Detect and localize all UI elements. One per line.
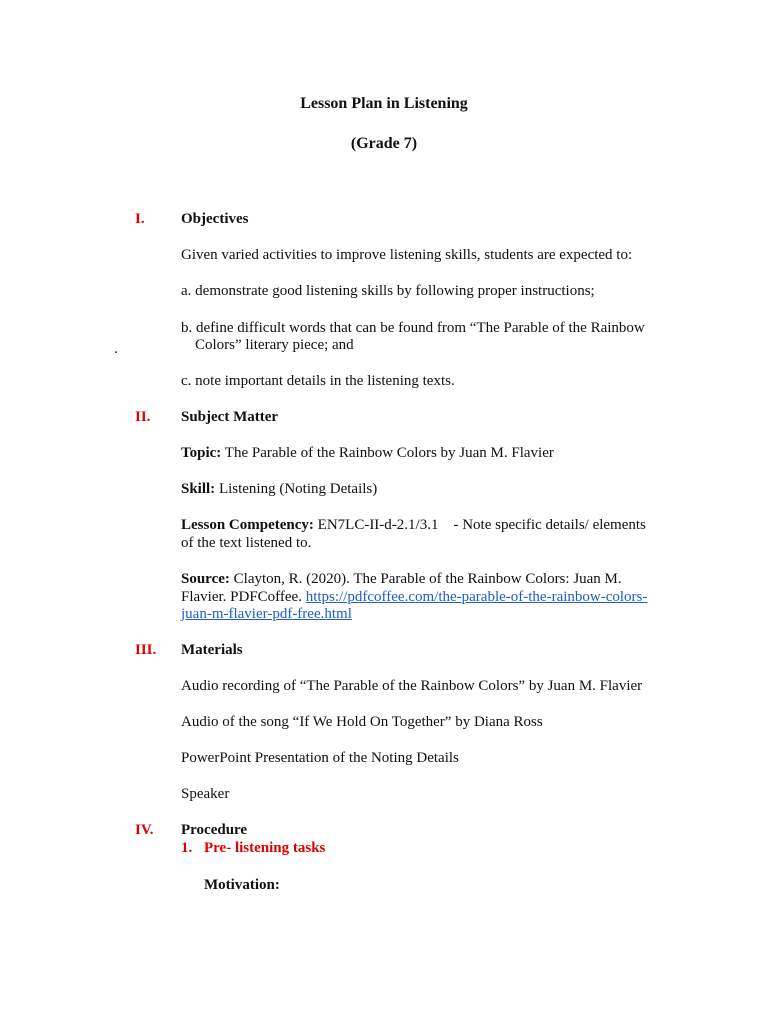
section-heading-procedure: Procedure — [181, 822, 248, 838]
source-publisher: Flavier. PDFCoffee. — [181, 589, 306, 605]
skill-label: Skill: — [181, 481, 216, 497]
section-numeral-objectives: I. — [135, 211, 145, 227]
stray-mark: . — [114, 341, 118, 357]
topic-label: Topic: — [181, 445, 222, 461]
source-line1 — [181, 570, 622, 588]
procedure-step-number: 1. — [181, 840, 193, 856]
skill-value: Listening (Noting Details) — [215, 481, 378, 497]
material-item-song: Audio of the song “If We Hold On Together” by Diana Ross — [181, 714, 543, 730]
procedure-motivation: Motivation: — [204, 877, 280, 893]
section-numeral-materials: III. — [135, 642, 157, 658]
material-item-audio-recording: Audio recording of “The Parable of the Rainbow Colors” by Juan M. Flavier — [181, 678, 643, 694]
material-item-speaker: Speaker — [181, 786, 230, 802]
section-numeral-subject-matter: II. — [135, 409, 151, 425]
source-link-part2[interactable]: juan-m-flavier-pdf-free.html — [181, 606, 352, 622]
topic-line — [181, 444, 554, 462]
document-title: Lesson Plan in Listening — [300, 95, 468, 112]
source-label: Source: — [181, 571, 230, 587]
skill-line — [181, 480, 377, 498]
source-line2 — [181, 588, 647, 606]
competency-label: Lesson Competency: — [181, 517, 314, 533]
objective-item-b-line2: Colors” literary piece; and — [195, 337, 354, 353]
objective-item-c: c. note important details in the listening texts. — [181, 373, 455, 389]
material-item-powerpoint: PowerPoint Presentation of the Noting Details — [181, 750, 459, 766]
procedure-step-pre-listening: Pre- listening tasks — [204, 840, 326, 856]
section-heading-objectives: Objectives — [181, 211, 249, 227]
source-value: Clayton, R. (2020). The Parable of the Rainbow Colors: Juan M. — [229, 571, 622, 587]
objective-item-b-line1: b. define difficult words that can be found from “The Parable of the Rainbow — [181, 320, 645, 336]
document-subtitle: (Grade 7) — [350, 135, 418, 152]
section-heading-materials: Materials — [181, 642, 243, 658]
competency-value: EN7LC-II-d-2.1/3.1 - Note specific details/ elements — [313, 517, 646, 533]
section-heading-subject-matter: Subject Matter — [181, 409, 279, 425]
competency-line1 — [181, 516, 646, 534]
topic-value: The Parable of the Rainbow Colors by Juan M. Flavier — [221, 445, 554, 461]
objective-item-a: a. demonstrate good listening skills by following proper instructions; — [181, 283, 595, 299]
competency-line2: of the text listened to. — [181, 535, 312, 551]
section-numeral-procedure: IV. — [135, 822, 154, 838]
source-line3 — [181, 605, 352, 623]
objectives-intro: Given varied activities to improve listening skills, students are expected to: — [181, 247, 633, 263]
source-link-part1[interactable]: https://pdfcoffee.com/the-parable-of-the-rainbow-colors- — [305, 589, 648, 605]
